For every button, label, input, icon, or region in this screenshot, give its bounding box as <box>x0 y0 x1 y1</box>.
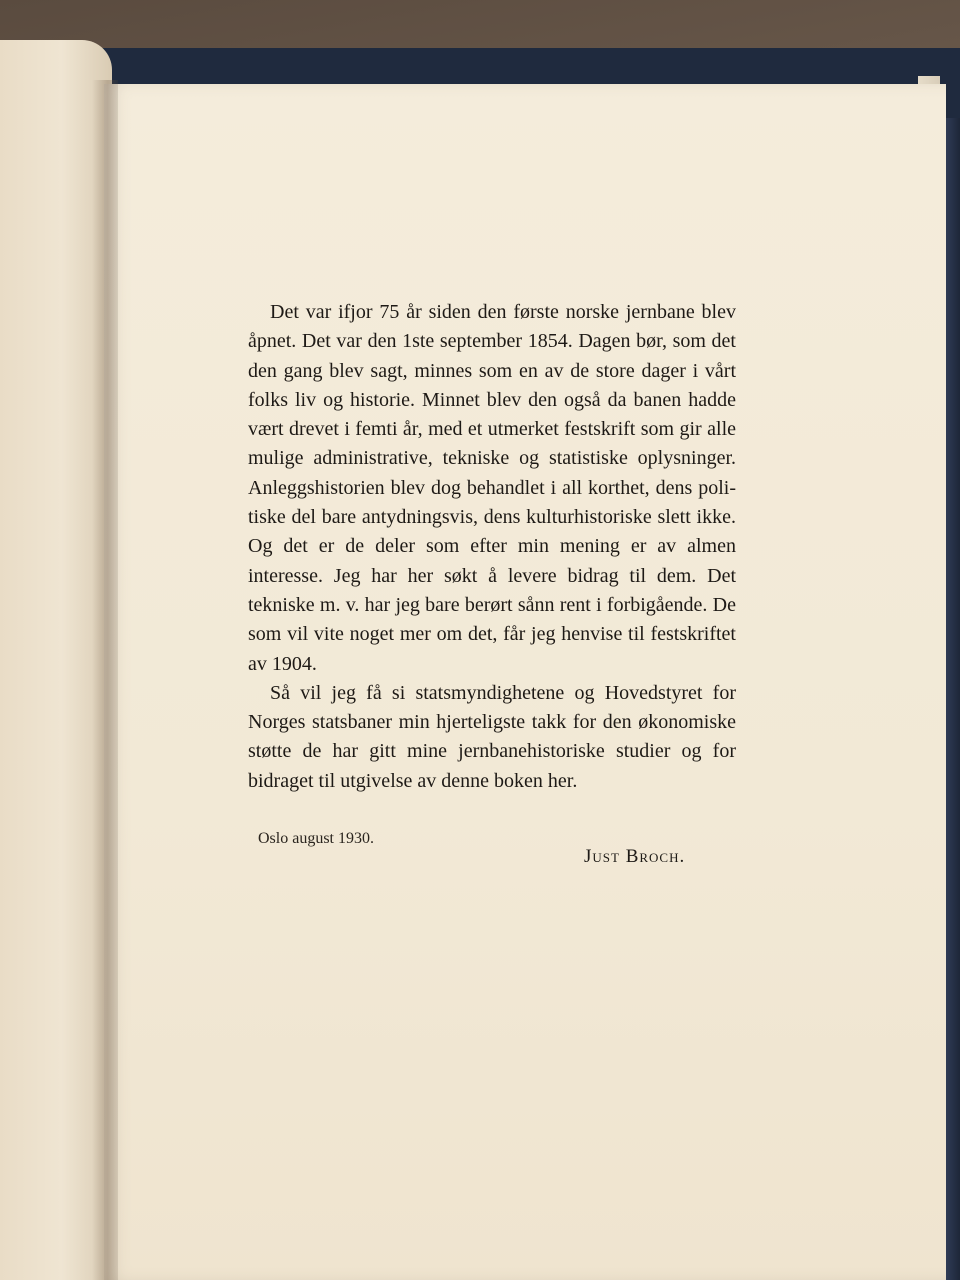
paragraph-1: Det var ifjor 75 år siden den første norske jernbane blev åpnet. Det var den 1ste september 1854. Dagen bør, som det den gang blev sagt, minnes som en av de store dager i vårt folks liv og historie. Minnet blev den også da banen hadde vært drevet i femti år, med et utmerket festskrift som gir alle mulige administrative, tekniske og statistiske oplysninger. Anleggshistorien blev dog behandlet i all korthet, dens politiske del bare antydningsvis, dens kulturhistoriske slett ikke. Og det er de deler som efter min mening er av almen interesse. Jeg har her søkt å levere bidrag til dem. Det tekniske m. v. har jeg bare berørt sånn rent i forbigående. De som vil vite noget mer om det, får jeg henvise til festskriftet av 1904. <box>248 301 736 675</box>
preface-text <box>248 298 736 796</box>
author-signature: Just Broch. <box>584 846 686 867</box>
place-date: Oslo august 1930. <box>258 830 374 847</box>
paragraph-2: Så vil jeg få si statsmyndighetene og Hovedstyret for Norges statsbaner min hjerteligste takk for den økonomiske støtte de har gitt mine jernbanehistoriske studier og for bidraget til utgivelse av denne boken her. <box>248 681 736 792</box>
gutter-shadow <box>92 80 118 1280</box>
